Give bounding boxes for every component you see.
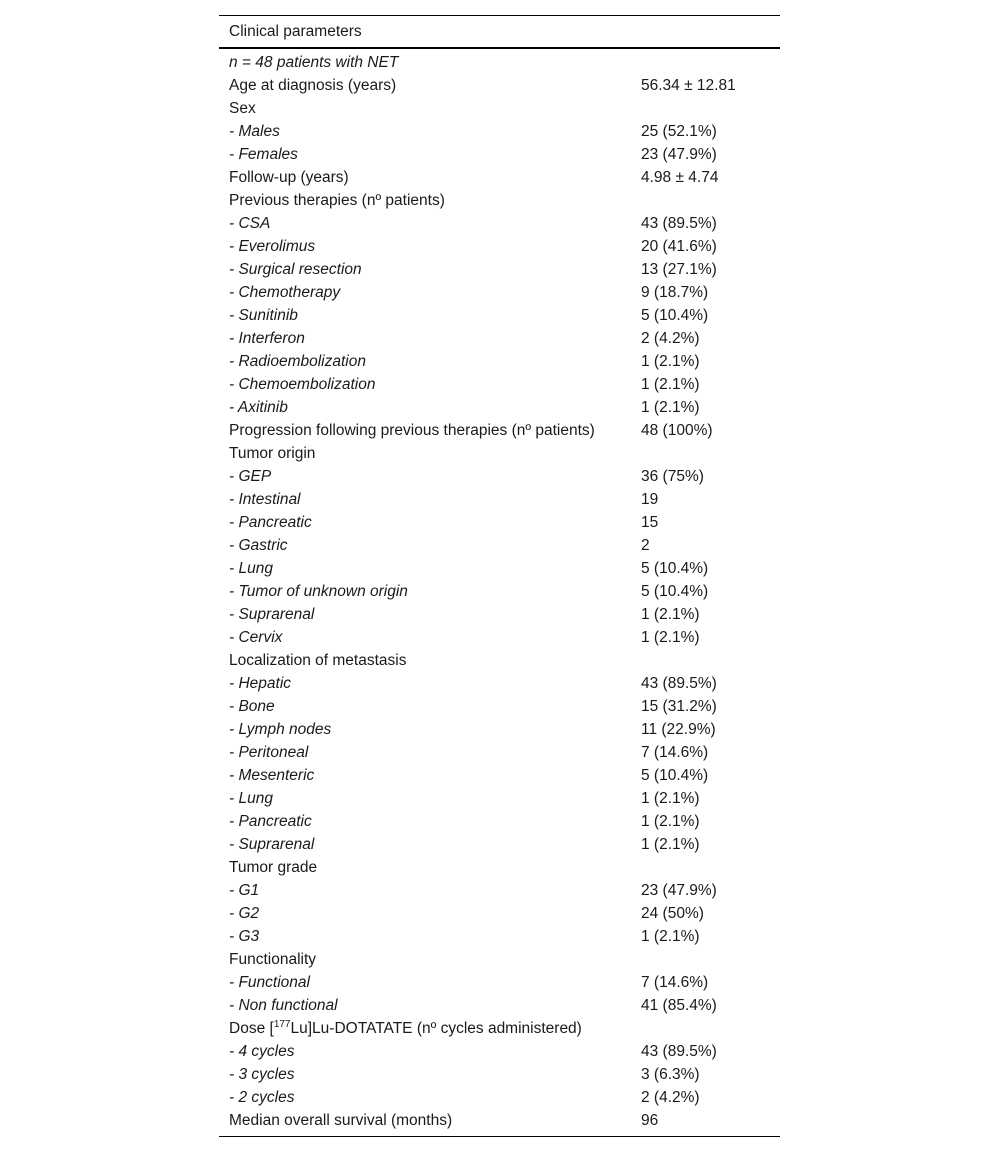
row-label: - Chemotherapy [229,283,341,301]
row-value: 56.34 ± 12.81 [641,76,736,94]
row-label: - CSA [229,214,271,232]
row-value: 15 [641,513,659,531]
row-label: - G2 [229,904,260,922]
table-row [219,787,780,810]
row-label: - 3 cycles [229,1065,295,1083]
table-bottom-rule [219,1136,780,1137]
row-label: - Pancreatic [229,812,312,830]
row-label: - G3 [229,927,260,945]
row-value: 4.98 ± 4.74 [641,168,719,186]
table-row [219,534,780,557]
table-row [219,580,780,603]
row-label: - Suprarenal [229,605,315,623]
row-label: - Mesenteric [229,766,315,784]
table-row [219,166,780,189]
row-value: 43 (89.5%) [641,214,717,232]
row-label [219,1020,641,1038]
row-label: Progression following previous therapies (nº patients) [229,421,595,439]
row-value: 1 (2.1%) [641,927,700,945]
table-row [219,120,780,143]
row-label: Follow-up (years) [229,168,349,186]
table-row [219,833,780,856]
row-label: - Males [229,122,280,140]
row-label: - Interferon [229,329,305,347]
row-value: 11 (22.9%) [641,720,716,738]
row-label: - Peritoneal [229,743,309,761]
table-row [219,189,780,212]
row-value: 1 (2.1%) [641,812,700,830]
row-label: - Intestinal [229,490,301,508]
row-value: 96 [641,1111,659,1129]
table-row [219,488,780,511]
row-value: 1 (2.1%) [641,835,700,853]
table-row [219,97,780,120]
row-label: - Functional [229,973,310,991]
table-row [219,281,780,304]
table-row [219,235,780,258]
row-label-text: Dose [ [229,1019,274,1037]
table-row [219,304,780,327]
row-label: Median overall survival (months) [229,1111,453,1129]
row-label: - Lung [229,559,273,577]
row-value: 2 (4.2%) [641,329,700,347]
row-label: - Sunitinib [229,306,298,324]
table-row [219,373,780,396]
row-label: - Tumor of unknown origin [229,582,408,600]
header-label: Clinical parameters [229,22,362,40]
row-label: Previous therapies (nº patients) [229,191,445,209]
table-row [219,396,780,419]
row-label: - Gastric [229,536,288,554]
table-row [219,1063,780,1086]
table-row [219,143,780,166]
row-value: 2 (4.2%) [641,1088,700,1106]
row-value: 13 (27.1%) [641,260,717,278]
row-label: Age at diagnosis (years) [229,76,397,94]
table-row [219,764,780,787]
row-label: - Bone [229,697,275,715]
table-row [219,212,780,235]
row-label: - GEP [229,467,272,485]
row-label: - Surgical resection [229,260,362,278]
table-row [219,603,780,626]
row-label: - 2 cycles [229,1088,295,1106]
row-label: Sex [229,99,256,117]
row-label-text: Lu]Lu-DOTATATE (nº cycles administered) [290,1019,582,1037]
table-row [219,672,780,695]
row-label: - Axitinib [229,398,288,416]
table-row [219,856,780,879]
row-value: 1 (2.1%) [641,605,700,623]
row-label: - Radioembolization [229,352,366,370]
table-row [219,718,780,741]
table-row [219,258,780,281]
row-label: - Chemoembolization [229,375,376,393]
row-value: 1 (2.1%) [641,789,700,807]
table-row [219,879,780,902]
row-value: 24 (50%) [641,904,704,922]
row-label: - Lymph nodes [229,720,332,738]
row-value: 19 [641,490,659,508]
table-row [219,465,780,488]
table-row [219,557,780,580]
row-value: 36 (75%) [641,467,704,485]
table-row [219,1109,780,1132]
row-value: 1 (2.1%) [641,352,700,370]
row-label: - Lung [229,789,273,807]
table-row [219,948,780,971]
row-label: Localization of metastasis [229,651,407,669]
row-label: - G1 [229,881,260,899]
row-value: 5 (10.4%) [641,766,709,784]
row-label: - Hepatic [229,674,292,692]
table-header [219,16,780,47]
row-label: - 4 cycles [229,1042,295,1060]
table-row [219,327,780,350]
table-row [219,1017,780,1040]
table-row [219,419,780,442]
row-value: 1 (2.1%) [641,398,700,416]
row-value: 23 (47.9%) [641,145,717,163]
table-row [219,902,780,925]
row-value: 48 (100%) [641,421,713,439]
row-value: 41 (85.4%) [641,996,717,1014]
row-label: - Everolimus [229,237,316,255]
row-label: Functionality [229,950,317,968]
table-row [219,1086,780,1109]
row-value: 23 (47.9%) [641,881,717,899]
row-value: 1 (2.1%) [641,375,700,393]
row-value: 15 (31.2%) [641,697,717,715]
table-row [219,511,780,534]
table-row [219,925,780,948]
row-value: 3 (6.3%) [641,1065,700,1083]
row-value: 9 (18.7%) [641,283,709,301]
row-label: - Cervix [229,628,283,646]
row-label: - Females [229,145,298,163]
table-row [219,626,780,649]
table-row [219,1040,780,1063]
table-row [219,994,780,1017]
row-value: 25 (52.1%) [641,122,717,140]
table-row [219,695,780,718]
row-value: 1 (2.1%) [641,628,700,646]
table-row [219,442,780,465]
row-value: 5 (10.4%) [641,582,709,600]
row-label: - Non functional [229,996,338,1014]
row-value: 5 (10.4%) [641,559,709,577]
table-row [219,741,780,764]
row-label: Tumor grade [229,858,318,876]
table-row [219,649,780,672]
table-row [219,51,780,74]
row-label: Tumor origin [229,444,316,462]
row-label: - Suprarenal [229,835,315,853]
row-value: 43 (89.5%) [641,1042,717,1060]
row-value: 2 [641,536,650,554]
table-row [219,810,780,833]
row-label: n = 48 patients with NET [229,53,399,71]
row-value: 5 (10.4%) [641,306,709,324]
table-row [219,350,780,373]
row-value: 7 (14.6%) [641,973,709,991]
row-value: 20 (41.6%) [641,237,717,255]
table-body [219,49,780,1136]
clinical-parameters-table [219,15,780,1137]
table-row [219,74,780,97]
row-value: 43 (89.5%) [641,674,717,692]
table-row [219,971,780,994]
isotope-mass-number: 177 [273,1018,291,1030]
row-label: - Pancreatic [229,513,312,531]
row-value: 7 (14.6%) [641,743,709,761]
